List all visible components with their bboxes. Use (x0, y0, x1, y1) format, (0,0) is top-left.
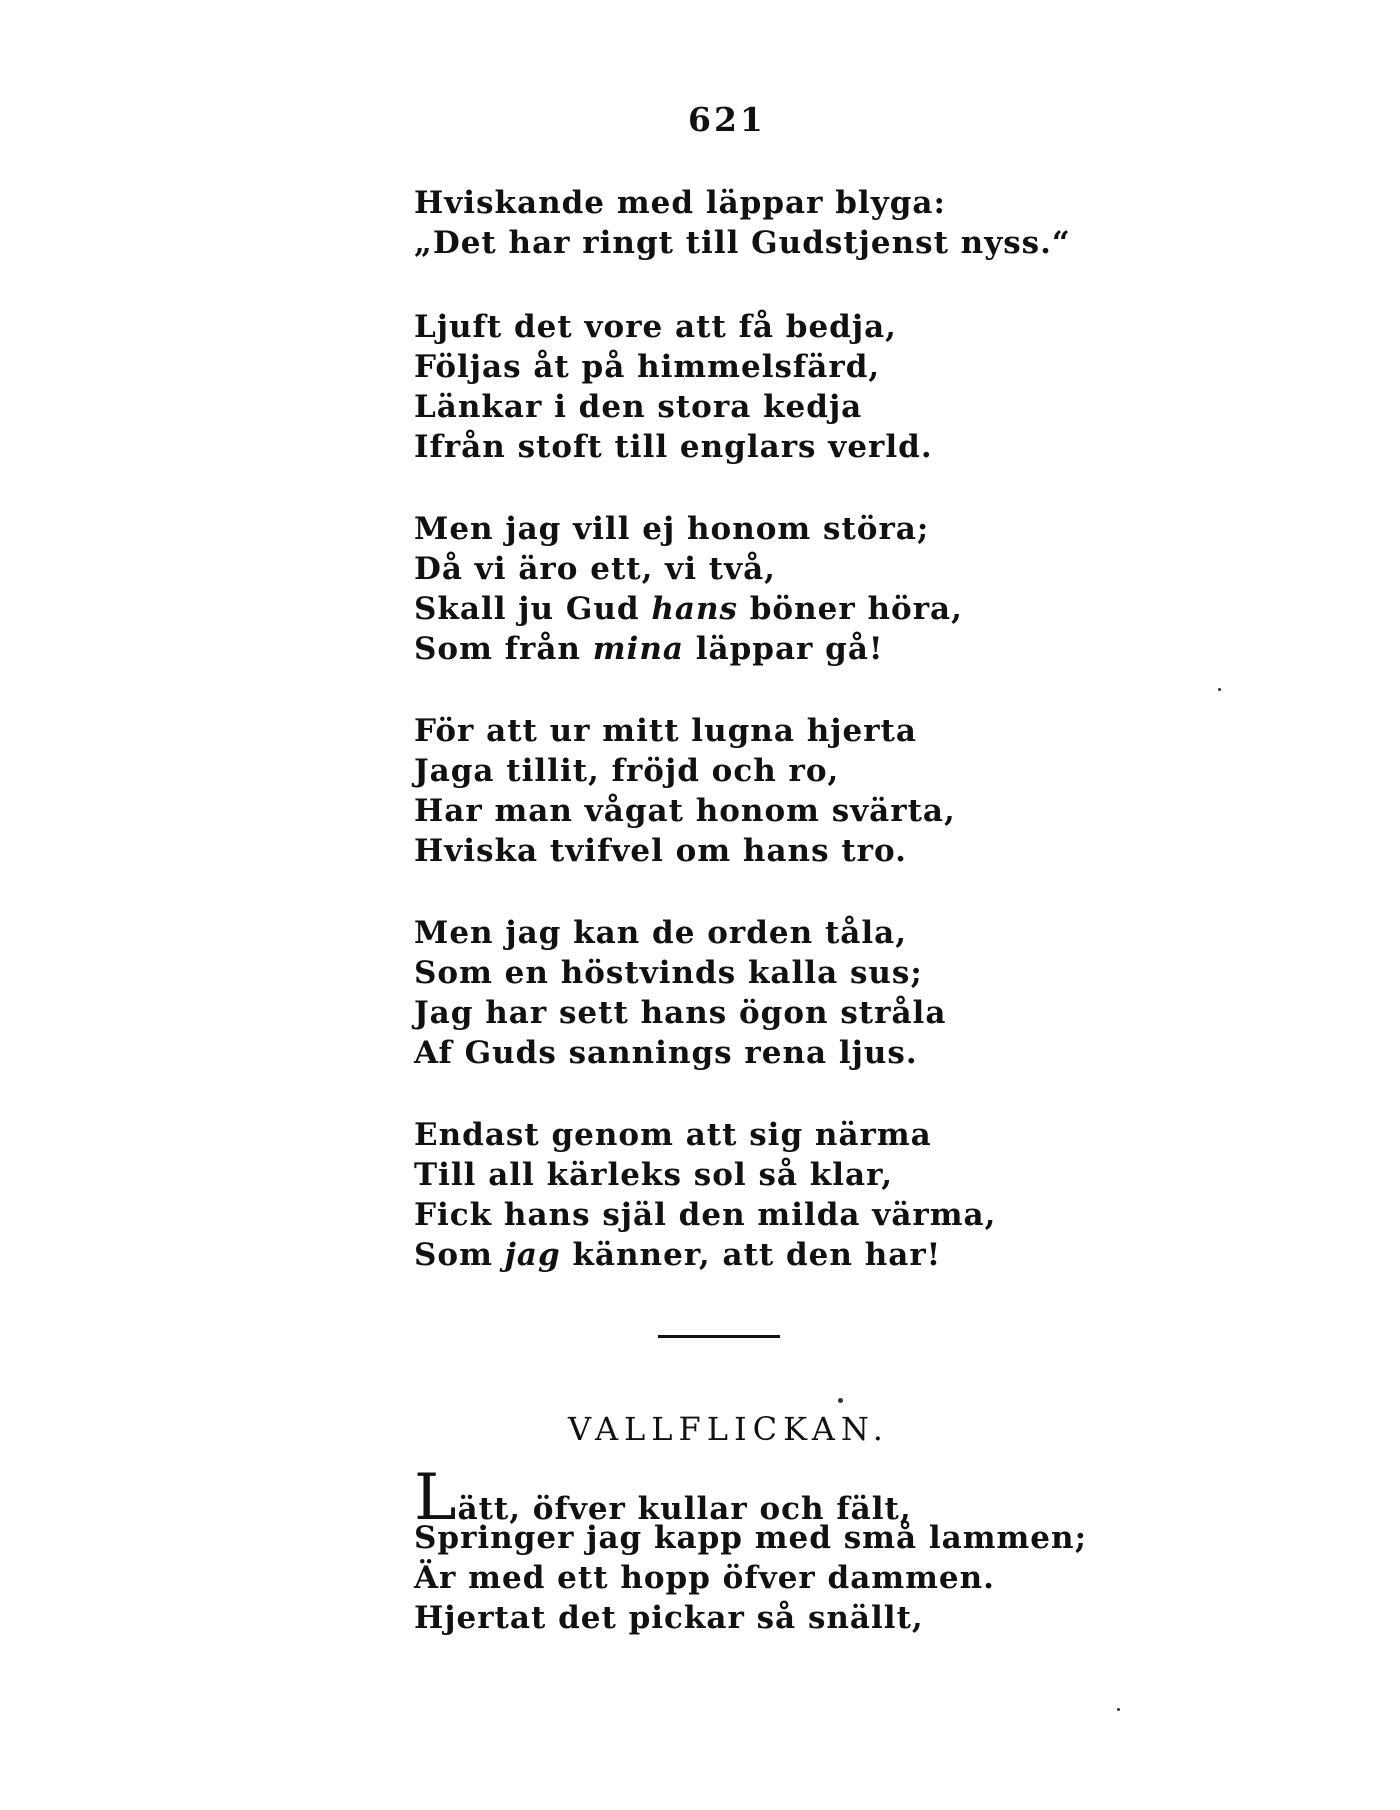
poem-line: Men jag vill ej honom störa; (414, 511, 930, 547)
poem-line: Som jag känner, att den har! (414, 1237, 942, 1273)
poem-line: Af Guds sannings rena ljus. (414, 1035, 918, 1071)
poem-line: Hjertat det pickar så snällt, (414, 1600, 924, 1636)
italic-emphasis: hans (651, 591, 738, 627)
poem-line: Till all kärleks sol så klar, (414, 1157, 893, 1193)
poem-line: ätt, öfver kullar och fält, (457, 1491, 912, 1527)
poem-line: Springer jag kapp med små lammen; (414, 1520, 1088, 1556)
poem-first-line (414, 1461, 1114, 1535)
print-speck (1117, 1708, 1120, 1711)
poem-line: Jaga tillit, fröjd och ro, (414, 753, 840, 789)
poem-line: Ljuft det vore att få bedja, (414, 309, 897, 345)
poem-line: Som en höstvinds kalla sus; (414, 955, 923, 991)
stanza (414, 1115, 1114, 1275)
section-divider (658, 1335, 780, 1338)
stanza (414, 711, 1114, 871)
poem-line: Endast genom att sig närma (414, 1117, 932, 1153)
drop-cap: L (414, 1461, 458, 1535)
print-speck (1218, 688, 1221, 691)
poem-line: Hviska tvifvel om hans tro. (414, 833, 907, 869)
print-speck (838, 1398, 843, 1403)
poem-line: Är med ett hopp öfver dammen. (414, 1560, 995, 1596)
poem-line: Länkar i den stora kedja (414, 389, 863, 425)
poem-line: Följas åt på himmelsfärd, (414, 349, 881, 385)
poem-line: Men jag kan de orden tåla, (414, 915, 908, 951)
poem-line: Har man vågat honom svärta, (414, 793, 956, 829)
poem-line: Som från mina läppar gå! (414, 631, 884, 667)
poem-continued (414, 183, 1114, 1317)
italic-emphasis: mina (592, 631, 684, 667)
poem-line: För att ur mitt lugna hjerta (414, 713, 917, 749)
poem-line: Hviskande med läppar blyga: (414, 185, 946, 221)
poem-vallflickan (414, 1461, 1114, 1638)
stanza (414, 183, 1114, 263)
poem-line: Fick hans själ den milda värma, (414, 1197, 997, 1233)
poem-line: Jag har sett hans ögon stråla (414, 995, 947, 1031)
poem-line: Ifrån stoft till englars verld. (414, 429, 933, 465)
stanza (414, 509, 1114, 669)
stanza (414, 307, 1114, 467)
italic-emphasis: jag (504, 1237, 561, 1273)
stanza (414, 913, 1114, 1073)
page-number: 621 (688, 100, 766, 139)
poem-title: VALLFLICKAN. (568, 1410, 889, 1448)
poem-line: Då vi äro ett, vi två, (414, 551, 776, 587)
poem-line: „Det har ringt till Gudstjenst nyss.“ (414, 225, 1071, 261)
poem-line: Skall ju Gud hans böner höra, (414, 591, 963, 627)
